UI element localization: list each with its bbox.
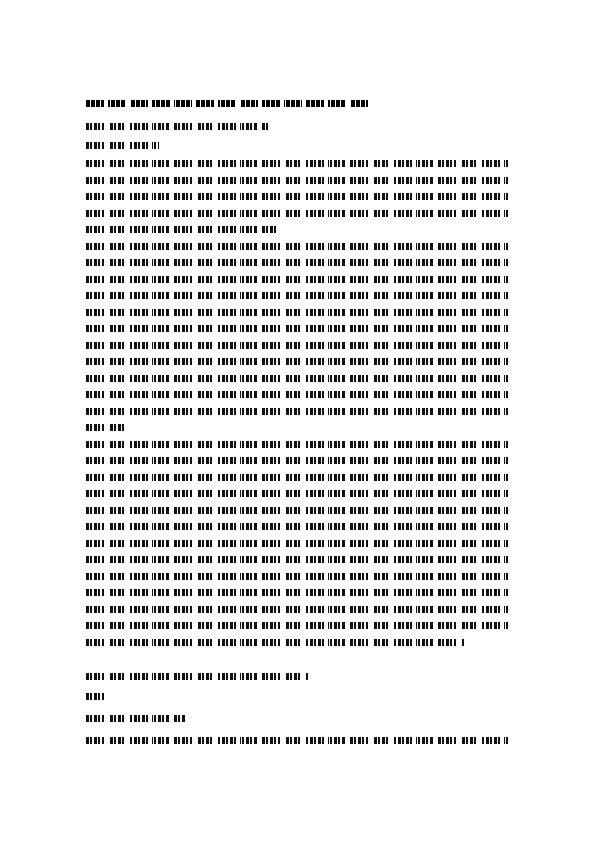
section-1-heading bbox=[86, 142, 159, 149]
document-title bbox=[86, 100, 370, 107]
document-subtitle bbox=[86, 123, 268, 130]
last-line bbox=[86, 737, 510, 744]
section-2-sub bbox=[86, 693, 106, 700]
section-3-heading bbox=[86, 715, 186, 722]
section-2-heading bbox=[86, 673, 308, 680]
